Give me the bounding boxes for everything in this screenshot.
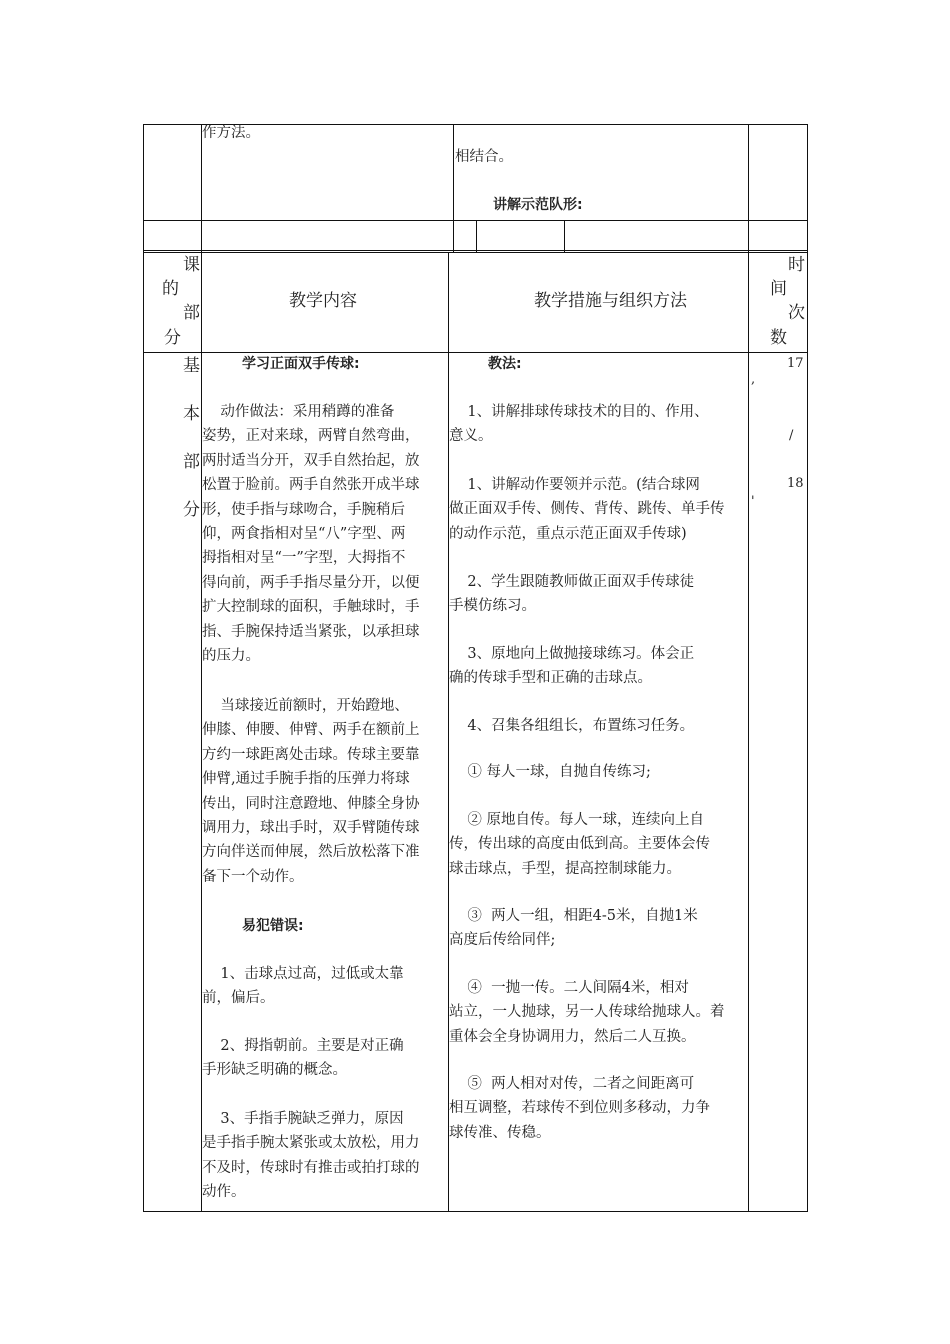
table-border-right: [807, 124, 808, 1212]
text-line: ④ 一抛一传。二人间隔4米，相对: [449, 980, 689, 996]
text-line: 方向伴送而伸展，然后放松落下准: [202, 844, 420, 861]
text-line: 2、学生跟随教师做正面双手传球徒: [449, 574, 695, 590]
header-section-char-4: 分: [164, 328, 181, 348]
text-line: 1、击球点过高，过低或太靠: [202, 966, 404, 982]
header-section-char-2: 的: [162, 279, 179, 299]
time-mark-2: ': [751, 494, 755, 509]
section-label-char-4: 分: [183, 500, 200, 520]
text-line: ③ 两人一组，相距4-5米，自抛1米: [449, 908, 698, 924]
text-line: 相互调整，若球传不到位则多移动，力争: [449, 1100, 710, 1117]
header-section-char-1: 课: [183, 255, 200, 275]
text-line: 扩大控制球的面积，手触球时，手: [202, 599, 420, 616]
text-line: 动作。: [202, 1184, 246, 1201]
text-line: 手模仿练习。: [449, 598, 536, 615]
top-cell-method-text: 相结合。: [455, 149, 513, 165]
text-line: 意义。: [449, 428, 493, 445]
time-separator: /: [789, 428, 794, 443]
table-border-left: [143, 124, 144, 1212]
methods-title: 教法:: [488, 356, 522, 372]
text-line: 方约一球距离处击球。传球主要靠: [202, 746, 420, 763]
col-div-top-3: [748, 124, 749, 252]
demo-formation-heading: 讲解示范队形:: [493, 197, 583, 213]
text-line: 前，偏后。: [202, 990, 275, 1007]
text-line: 伸臂,通过手腕手指的压弹力将球: [202, 771, 410, 788]
text-line: 手形缺乏明确的概念。: [202, 1062, 347, 1079]
row-divider-3: [143, 252, 808, 253]
time-value-1: 17: [787, 356, 804, 371]
time-mark-1: ,: [751, 372, 756, 387]
col-div-main-3: [748, 252, 749, 1212]
text-line: 动作做法：采用稍蹲的准备: [202, 404, 395, 420]
text-line: 松置于脸前。两手自然张开成半球: [202, 477, 420, 494]
top-cell-content-text: 作方法。: [202, 125, 260, 141]
text-line: 球传准、传稳。: [449, 1124, 551, 1141]
errors-title: 易犯错误:: [242, 918, 304, 934]
text-line: 两肘适当分开，双手自然抬起，放: [202, 452, 420, 469]
text-line: 球击球点，手型，提高控制球能力。: [449, 860, 681, 877]
section-label-char-2: 本: [183, 404, 200, 424]
text-line: 仰，两食指相对呈“八”字型、两: [202, 526, 406, 542]
header-time-char-3: 次: [788, 303, 805, 323]
text-line: ⑤ 两人相对对传，二者之间距离可: [449, 1076, 695, 1092]
text-line: 当球接近前额时，开始蹬地、: [202, 698, 409, 714]
text-line: 备下一个动作。: [202, 868, 304, 885]
text-line: 确的传球手型和正确的击球点。: [449, 670, 652, 687]
header-time-char-1: 时: [788, 255, 805, 275]
text-line: ② 原地自传。每人一球，连续向上自: [449, 812, 705, 828]
text-line: 1、讲解排球传球技术的目的、作用、: [449, 404, 709, 420]
text-line: 的压力。: [202, 648, 260, 664]
section-label-char-3: 部: [183, 452, 200, 472]
text-line: 伸膝、伸腰、伸臂、两手在额前上: [202, 722, 420, 739]
text-line: 高度后传给同伴;: [449, 932, 556, 949]
col-div-small-2: [564, 220, 565, 252]
text-line: 3、原地向上做抛接球练习。体会正: [449, 646, 695, 662]
header-time-char-4: 数: [770, 328, 787, 348]
header-time-char-2: 间: [770, 279, 787, 299]
content-title: 学习正面双手传球:: [242, 356, 360, 372]
text-line: 做正面双手传、侧传、背传、跳传、单手传: [449, 501, 725, 518]
text-line: 是手指手腕太紧张或太放松，用力: [202, 1135, 420, 1152]
text-line: 站立，一人抛球，另一人传球给抛球人。着: [449, 1004, 725, 1021]
header-teaching-methods: 教学措施与组织方法: [534, 291, 687, 311]
text-line: 传出，同时注意蹬地、伸膝全身协: [202, 795, 420, 812]
col-div-top-2: [453, 124, 454, 252]
section-label-char-1: 基: [183, 356, 200, 376]
text-line: 重体会全身协调用力，然后二人互换。: [449, 1028, 696, 1045]
text-line: 不及时，传球时有推击或拍打球的: [202, 1159, 420, 1176]
table-border-bottom: [143, 1211, 808, 1212]
header-section-char-3: 部: [183, 303, 200, 323]
text-line: 得向前，两手手指尽量分开，以便: [202, 574, 420, 591]
time-value-2: 18: [787, 476, 804, 491]
text-line: 调用力，球出手时，双手臂随传球: [202, 820, 420, 836]
text-line: 3、手指手腕缺乏弹力，原因: [202, 1111, 404, 1127]
text-line: 1、讲解动作要领并示范。(结合球网: [449, 477, 700, 493]
text-line: 形，使手指与球吻合，手腕稍后: [202, 501, 405, 518]
text-line: 2、拇指朝前。主要是对正确: [202, 1038, 404, 1054]
text-line: 传，传出球的高度由低到高。主要体会传: [449, 836, 710, 853]
text-line: 拇指相对呈“一”字型，大拇指不: [202, 550, 406, 567]
text-line: 4、召集各组组长，布置练习任务。: [449, 718, 695, 734]
col-div-small-1: [476, 220, 477, 252]
text-line: 的动作示范，重点示范正面双手传球): [449, 525, 687, 542]
text-line: ① 每人一球，自抛自传练习;: [449, 764, 651, 780]
text-line: 指、手腕保持适当紧张，以承担球: [202, 623, 420, 640]
text-line: 姿势，正对来球，两臂自然弯曲，: [202, 428, 420, 445]
header-teaching-content: 教学内容: [289, 291, 357, 311]
